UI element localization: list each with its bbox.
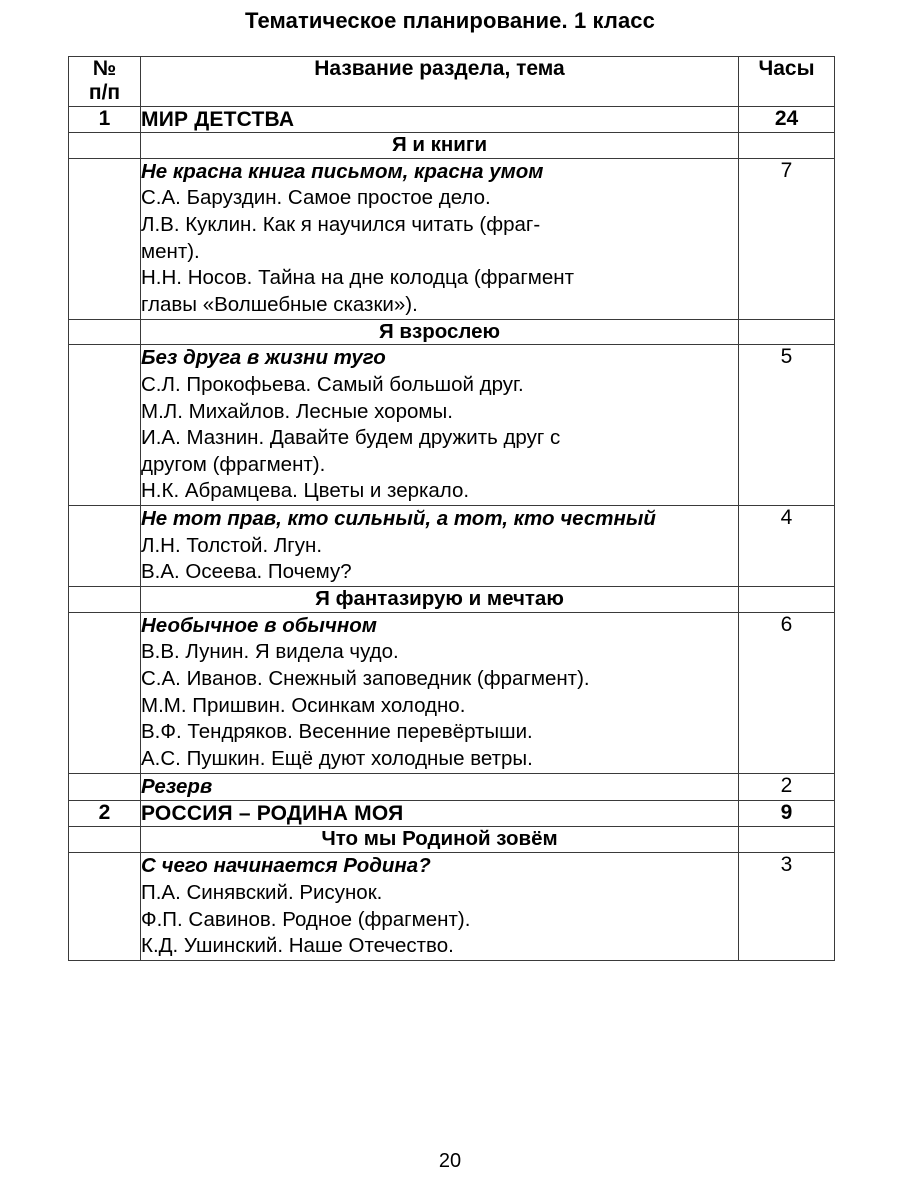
subsection-title: Я фантазирую и мечтаю — [141, 587, 739, 613]
topic-work-line: главы «Волшебные сказки»). — [141, 292, 418, 316]
topic-work-line: Л.В. Куклин. Как я научился читать (фраг- — [141, 212, 541, 236]
row-hours-empty — [739, 827, 835, 853]
row-hours-empty — [739, 587, 835, 613]
topic-cell — [141, 853, 739, 961]
row-number-empty — [69, 853, 141, 961]
table-header-row — [69, 57, 835, 107]
row-hours: 24 — [739, 106, 835, 132]
topic-work-line: А.С. Пушкин. Ещё дуют холодные ветры. — [141, 747, 533, 771]
section-title: РОССИЯ – РОДИНА МОЯ — [141, 801, 739, 827]
topic-work-line: Л.Н. Толстой. Лгун. — [141, 533, 323, 557]
topic-title: Резерв — [141, 774, 213, 798]
thematic-planning-table — [68, 56, 835, 961]
topic-work-line: Ф.П. Савинов. Родное (фрагмент). — [141, 907, 471, 931]
column-header-hours: Часы — [739, 57, 835, 107]
column-header-number-line1: № — [92, 57, 117, 80]
table-row — [69, 158, 835, 319]
row-hours: 4 — [739, 506, 835, 587]
topic-work-line: В.В. Лунин. Я видела чудо. — [141, 640, 399, 664]
topic-cell — [141, 345, 739, 506]
row-number-empty — [69, 319, 141, 345]
row-number: 1 — [69, 106, 141, 132]
row-hours-empty — [739, 319, 835, 345]
row-number-empty — [69, 773, 141, 801]
row-hours: 9 — [739, 801, 835, 827]
table-row — [69, 773, 835, 801]
topic-work-line: М.Л. Михайлов. Лесные хоромы. — [141, 399, 453, 423]
thematic-planning-table-wrapper — [68, 56, 834, 961]
column-header-title: Название раздела, тема — [141, 57, 739, 107]
topic-cell — [141, 158, 739, 319]
topic-work-line: Н.К. Абрамцева. Цветы и зеркало. — [141, 479, 470, 503]
row-hours: 2 — [739, 773, 835, 801]
table-row — [69, 345, 835, 506]
topic-work-line: С.А. Баруздин. Самое простое дело. — [141, 186, 491, 210]
topic-title: С чего начинается Родина? — [141, 854, 431, 878]
topic-work-line: К.Д. Ушинский. Наше Отечество. — [141, 934, 454, 958]
topic-title: Не красна книга письмом, красна умом — [141, 159, 544, 183]
row-number-empty — [69, 827, 141, 853]
topic-cell — [141, 612, 739, 773]
column-header-number-line2: п/п — [88, 81, 121, 105]
row-hours-empty — [739, 132, 835, 158]
topic-work-line: М.М. Пришвин. Осинкам холодно. — [141, 693, 466, 717]
table-row — [69, 106, 835, 132]
topic-cell — [141, 506, 739, 587]
topic-work-line: И.А. Мазнин. Давайте будем дружить друг с — [141, 426, 561, 450]
topic-work-line: П.А. Синявский. Рисунок. — [141, 880, 383, 904]
row-number-empty — [69, 345, 141, 506]
row-number-empty — [69, 612, 141, 773]
table-row — [69, 587, 835, 613]
table-row — [69, 612, 835, 773]
row-number-empty — [69, 506, 141, 587]
topic-work-line: Н.Н. Носов. Тайна на дне колодца (фрагмент — [141, 266, 575, 290]
topic-cell — [141, 773, 739, 801]
table-row — [69, 827, 835, 853]
page-number: 20 — [438, 1150, 462, 1172]
table-body — [69, 57, 835, 961]
topic-work-line: мент). — [141, 239, 200, 263]
topic-work-line: другом (фрагмент). — [141, 452, 326, 476]
row-number-empty — [69, 158, 141, 319]
row-hours: 6 — [739, 612, 835, 773]
topic-title: Без друга в жизни туго — [141, 346, 386, 370]
topic-work-line: В.Ф. Тендряков. Весенние перевёртыши. — [141, 720, 533, 744]
subsection-title: Что мы Родиной зовём — [141, 827, 739, 853]
table-row — [69, 319, 835, 345]
topic-title: Необычное в обычном — [141, 613, 377, 637]
table-row — [69, 132, 835, 158]
topic-work-line: В.А. Осеева. Почему? — [141, 560, 352, 584]
row-hours: 5 — [739, 345, 835, 506]
table-row — [69, 801, 835, 827]
table-row — [69, 506, 835, 587]
column-header-number — [69, 57, 141, 107]
row-number-empty — [69, 132, 141, 158]
table-row — [69, 853, 835, 961]
row-hours: 3 — [739, 853, 835, 961]
section-title: МИР ДЕТСТВА — [141, 106, 739, 132]
row-number: 2 — [69, 801, 141, 827]
topic-work-line: С.Л. Прокофьева. Самый большой друг. — [141, 372, 524, 396]
topic-title: Не тот прав, кто сильный, а тот, кто честный — [141, 507, 656, 531]
subsection-title: Я и книги — [141, 132, 739, 158]
page-title: Тематическое планирование. 1 класс — [245, 8, 655, 33]
topic-work-line: С.А. Иванов. Снежный заповедник (фрагмент). — [141, 667, 590, 691]
row-number-empty — [69, 587, 141, 613]
subsection-title: Я взрослею — [141, 319, 739, 345]
row-hours: 7 — [739, 158, 835, 319]
